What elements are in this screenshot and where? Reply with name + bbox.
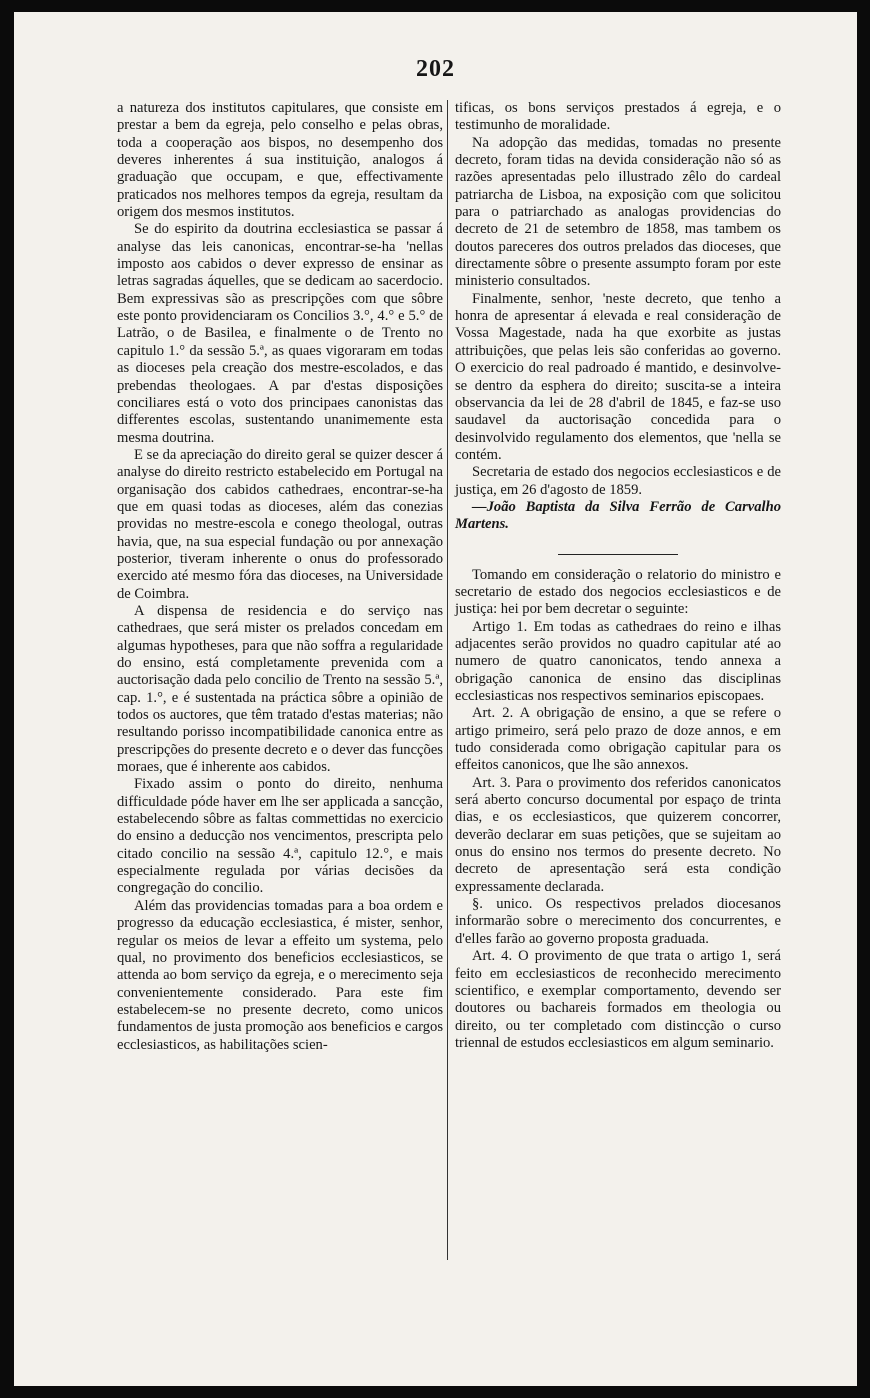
right-column (455, 100, 781, 1052)
paragraph: tificas, os bons serviços prestados á egreja, e o testimunho de moralidade. (455, 100, 781, 134)
paragraph: Além das providencias tomadas para a boa ordem e progresso da educação ecclesiastica, é mister, senhor, regular os meios de levar a effeito um systema, pelo qual, no provimento dos beneficios ecclesiasticos, se attenda ao bom serviço da egreja, e o merecimento seja convenientemente considerado. Para este fim estabelecem-se no presente decreto, como unicos fundamentos de justa promoção aos beneficios e cargos ecclesiasticos, as habilitações scien- (117, 897, 443, 1053)
article: Art. 2. A obrigação de ensino, a que se refere o artigo primeiro, será pelo prazo de doze annos, e em tudo considerada como obrigação capitular para os effeitos canonicos, que lhe são annexos. (455, 705, 781, 774)
paragraph: A dispensa de residencia e do serviço nas cathedraes, que será mister os prelados concedam em algumas hypotheses, para que não soffra a regularidade do ensino, está completamente prevenida com a auctorisação dada pelo concilio de Trento na sessão 5.ª, cap. 1.°, e é sustentada na práctica sôbre a opinião de todos os auctores, que têm tratado d'estas materias; não resultando porisso incompatibilidade canonica entre as prescripções do presente decreto e o dever das funcções moraes, que é inherente aos cabidos. (117, 602, 443, 776)
paragraph: Se do espirito da doutrina ecclesiastica se passar á analyse das leis canonicas, encontrar-se-ha 'nellas imposto aos cabidos o dever expresso de ensinar as letras sagradas áquelles, que se dedicam ao sacerdocio. Bem expressivas são as prescripções com que sôbre este ponto providenciaram os Concilios 3.°, 4.° e 5.° de Latrão, o de Basilea, e finalmente o de Trento no capitulo 1.° da sessão 5.ª, as quaes vigoraram em todas as dioceses pela creação dos mestre-escolados, e das prebendas theologaes. A par d'estas disposições conciliares está o voto dos principaes canonistas das differentes escolas, sustentando unanimemente esta mesma doutrina. (117, 221, 443, 446)
paragraph: E se da apreciação do direito geral se quizer descer á analyse do direito restricto estabelecido em Portugal na organisação dos cabidos cathedraes, encontrar-se-ha que em quasi todas as dioceses, além das conezias providas no mestre-escola e conego theologal, outras havia, que, na sua especial fundação ou por annexação posterior, tiveram inherente o onus do professorado exercido até mesmo fóra das dioceses, na Universidade de Coimbra. (117, 446, 443, 602)
page-number: 202 (416, 56, 455, 82)
column-divider (447, 100, 448, 1260)
article: Art. 4. O provimento de que trata o artigo 1, será feito em ecclesiasticos de reconhecido merecimento scientifico, e exemplar comportamento, devendo ser doutores ou bachareis formados em theologia ou direito, ou ter completado com distincção o curso triennal de estudos ecclesiasticos em algum seminario. (455, 948, 781, 1051)
paragraph: Na adopção das medidas, tomadas no presente decreto, foram tidas na devida consideração não só as razões apresentadas pelo illustrado zêlo do cardeal patriarcha de Lisboa, na exposição com que solicitou para o patriarchado as analogas providencias do decreto de 21 de setembro de 1858, mas tambem os doutos pareceres dos outros prelados das dioceses, que directamente sôbre o presente assumpto foram por este ministerio consultados. (455, 134, 781, 290)
paragraph: Tomando em consideração o relatorio do ministro e secretario de estado dos negocios ecclesiasticos e de justiça: hei por bem decretar o seguinte: (455, 566, 781, 618)
paragraph: Fixado assim o ponto do direito, nenhuma difficuldade póde haver em lhe ser applicada a sancção, estabelecendo sôbre as faltas commettidas no exercicio do ensino a deducção nos vencimentos, prescripta pelo citado concilio na sessão 4.ª, capitulo 12.°, e mais especialmente regulada por várias decisões da congregação do concilio. (117, 776, 443, 897)
paragraph: Finalmente, senhor, 'neste decreto, que tenho a honra de apresentar á elevada e real consideração de Vossa Magestade, nada ha que exorbite as justas attribuições, que pelas leis são conferidas ao governo. O exercicio do real padroado é mantido, e desinvolve-se dentro da esphera do direito; suscita-se a inteira observancia da lei de 28 d'abril de 1845, e faz-se uso saudavel da auctorisação concedida para o desinvolvido regulamento dos elementos, que 'nella se contém. (455, 290, 781, 463)
paragraph: a natureza dos institutos capitulares, que consiste em prestar a bem da egreja, pelo conselho e pelas obras, toda a cooperação aos bispos, no desempenho dos deveres inherentes á sua instituição, analogos á graduação que occupam, e que, effectivamente praticados nos melhores tempos da egreja, resultam da origem dos mesmos institutos. (117, 100, 443, 221)
signature: —João Baptista da Silva Ferrão de Carvalho Martens. (455, 498, 781, 533)
article: Art. 3. Para o provimento dos referidos canonicatos será aberto concurso documental por espaço de trinta dias, e os ecclesiasticos, que quizerem concorrer, deverão declarar em suas petições, que se sujeitam ao onus do ensino nos termos do presente decreto. No decreto de apresentação será esta condição expressamente declarada. (455, 774, 781, 895)
left-column (117, 100, 443, 1054)
article: §. unico. Os respectivos prelados diocesanos informarão sobre o merecimento dos concurrentes, e d'elles farão ao governo proposta graduada. (455, 896, 781, 947)
paragraph: Secretaria de estado dos negocios ecclesiasticos e de justiça, em 26 d'agosto de 1859. (455, 464, 781, 498)
document-page (14, 12, 857, 1386)
section-separator (558, 554, 678, 555)
article: Artigo 1. Em todas as cathedraes do reino e ilhas adjacentes serão providos no quadro capitular até ao numero de quatro canonicatos, tendo annexa a obrigação canonica de ensino das disciplinas ecclesiasticas nos respectivos seminarios episcopaes. (455, 618, 781, 704)
